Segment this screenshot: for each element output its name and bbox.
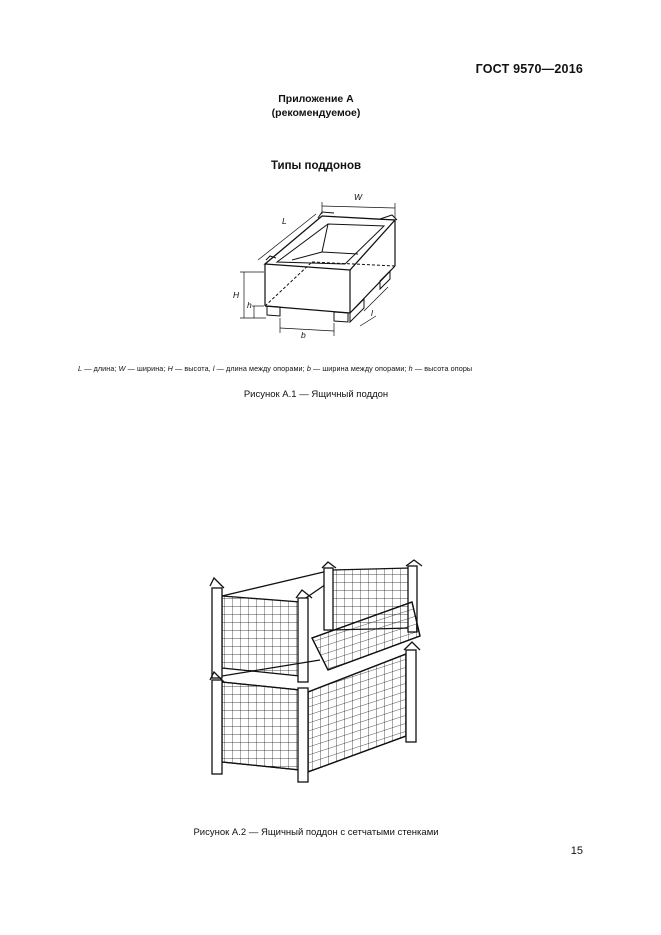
section-title: Типы поддонов bbox=[270, 160, 362, 172]
legend-text: — ширина между опорами; bbox=[310, 364, 409, 373]
annex-status: (рекомендуемое) bbox=[271, 107, 361, 119]
legend-symbol: l bbox=[212, 364, 215, 373]
annex-heading bbox=[0, 92, 632, 120]
dim-label-b: b bbox=[301, 330, 306, 340]
figure1-legend bbox=[78, 364, 472, 373]
page-number: 15 bbox=[570, 845, 583, 857]
legend-text: — длина между опорами; bbox=[214, 364, 307, 373]
box-pallet-drawing bbox=[230, 188, 420, 348]
legend-text: — длина; bbox=[82, 364, 119, 373]
legend-symbol: b bbox=[306, 364, 311, 373]
legend-text: — высота, bbox=[172, 364, 213, 373]
legend-symbol: L bbox=[78, 364, 83, 373]
annex-title: Приложение А bbox=[278, 93, 354, 105]
legend-symbol: H bbox=[167, 364, 173, 373]
standard-number: ГОСТ 9570—2016 bbox=[475, 62, 583, 76]
dim-label-W: W bbox=[354, 192, 363, 202]
mesh-box-pallet-drawing bbox=[200, 558, 440, 788]
legend-text: — высота опоры bbox=[412, 364, 473, 373]
dim-label-L: L bbox=[282, 216, 287, 226]
legend-text: — ширина; bbox=[125, 364, 168, 373]
legend-symbol: h bbox=[408, 364, 413, 373]
legend-symbol: W bbox=[118, 364, 126, 373]
figure1-caption: Рисунок А.1 — Ящичный поддон bbox=[243, 389, 389, 400]
dim-label-h: h bbox=[247, 300, 252, 310]
dim-label-H: H bbox=[233, 290, 240, 300]
dim-label-l: l bbox=[371, 308, 373, 318]
figure2-caption: Рисунок А.2 — Ящичный поддон с сетчатыми стенками bbox=[193, 827, 439, 838]
